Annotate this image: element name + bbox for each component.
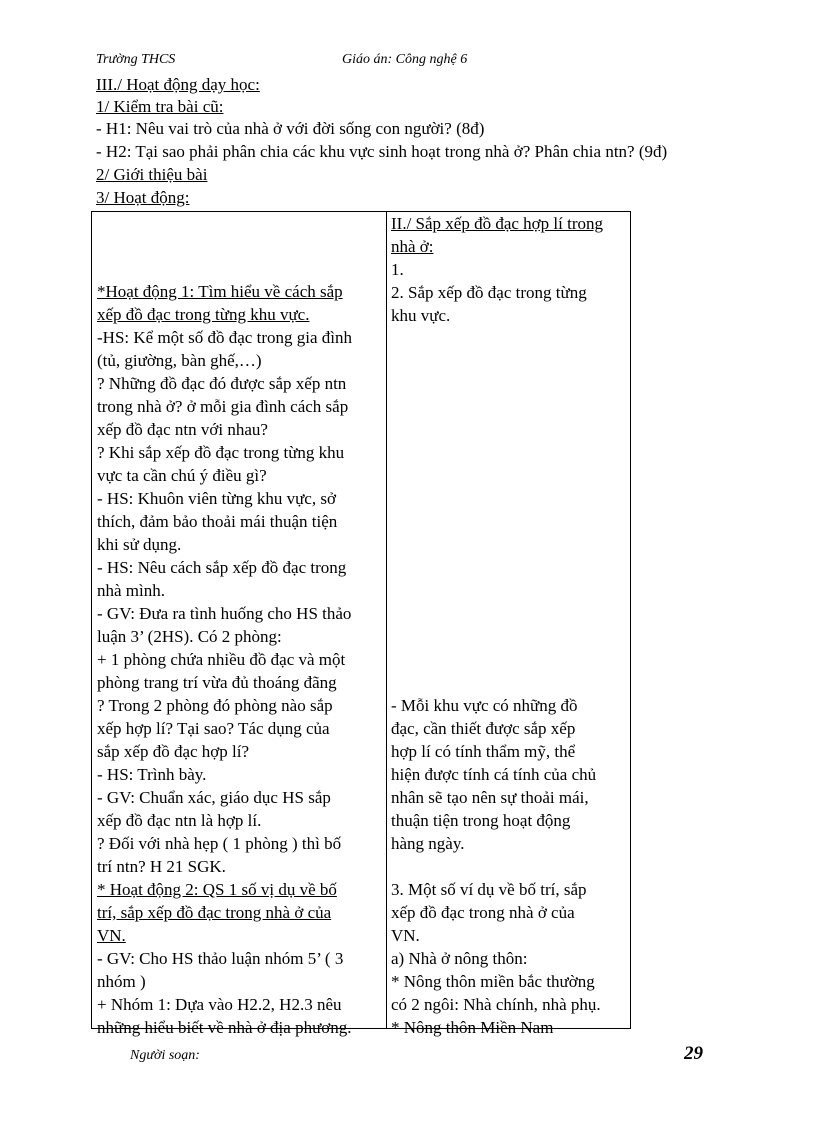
text-line: ? Đối với nhà hẹp ( 1 phòng ) thì bố xyxy=(97,834,342,853)
text-line: trong nhà ở? ở mỗi gia đình cách sắp xyxy=(97,397,349,416)
text-line: nhà mình. xyxy=(97,581,165,600)
text-line: thuận tiện trong hoạt động xyxy=(391,811,571,830)
header-school: Trường THCS xyxy=(96,52,176,67)
text-line: + 1 phòng chứa nhiều đồ đạc và một xyxy=(97,650,346,669)
heading-line: * Hoạt động 2: QS 1 số vị dụ về bố xyxy=(97,880,337,899)
text-line: trí ntn? H 21 SGK. xyxy=(97,857,226,876)
text-line: luận 3’ (2HS). Có 2 phòng: xyxy=(97,627,282,646)
text-line: - GV: Đưa ra tình huống cho HS thảo xyxy=(97,604,352,623)
part1-title: 1/ Kiểm tra bài cũ: xyxy=(96,97,224,116)
heading-line: xếp đồ đạc trong từng khu vực. xyxy=(97,305,310,324)
question-h1: - H1: Nêu vai trò của nhà ở với đời sống con người? (8đ) xyxy=(96,119,485,138)
summary-note xyxy=(391,694,627,855)
text-line: VN. xyxy=(391,926,420,945)
text-line: hàng ngày. xyxy=(391,834,465,853)
text-line: vực ta cần chú ý điều gì? xyxy=(97,466,267,485)
text-line: - Mỗi khu vực có những đồ xyxy=(391,696,578,715)
activity1-content xyxy=(97,326,379,878)
text-line: * Nông thôn Miền Nam xyxy=(391,1018,554,1037)
activity-table xyxy=(91,211,631,1037)
text-line: thích, đảm bảo thoải mái thuận tiện xyxy=(97,512,338,531)
activity1-heading xyxy=(97,280,379,326)
text-line: ? Trong 2 phòng đó phòng nào sắp xyxy=(97,696,333,715)
text-line: xếp đồ đạc ntn là hợp lí. xyxy=(97,811,262,830)
heading-line: nhà ở: xyxy=(391,237,434,256)
text-line: - GV: Chuẩn xác, giáo dục HS sắp xyxy=(97,788,331,807)
text-line: khu vực. xyxy=(391,306,451,325)
text-line: - HS: Nêu cách sắp xếp đồ đạc trong xyxy=(97,558,347,577)
text-line: + Nhóm 1: Dựa vào H2.2, H2.3 nêu xyxy=(97,995,342,1014)
activity2-content xyxy=(97,947,379,1039)
text-line: sắp xếp đồ đạc hợp lí? xyxy=(97,742,250,761)
item-1 xyxy=(391,258,627,281)
text-line: a) Nhà ở nông thôn: xyxy=(391,949,528,968)
text-line: xếp đồ đạc trong nhà ở của xyxy=(391,903,575,922)
header-subject: Giáo án: Công nghệ 6 xyxy=(342,52,468,67)
activity2-heading xyxy=(97,878,379,947)
footer-author-label: Người soạn: xyxy=(130,1048,200,1063)
item-3 xyxy=(391,878,627,1039)
text-line: - HS: Trình bày. xyxy=(97,765,207,784)
text-line: -HS: Kể một số đồ đạc trong gia đình xyxy=(97,328,352,347)
text-line: hiện được tính cá tính của chủ xyxy=(391,765,597,784)
text-line: xếp hợp lí? Tại sao? Tác dụng của xyxy=(97,719,330,738)
text-line: (tủ, giường, bàn ghế,…) xyxy=(97,351,262,370)
text-line: xếp đồ đạc ntn với nhau? xyxy=(97,420,268,439)
text-line: ? Khi sắp xếp đồ đạc trong từng khu xyxy=(97,443,345,462)
text-line: khi sử dụng. xyxy=(97,535,182,554)
heading-line: *Hoạt động 1: Tìm hiểu về cách sắp xyxy=(97,282,343,301)
text-line: hợp lí có tính thẩm mỹ, thể xyxy=(391,742,576,761)
item-2 xyxy=(391,281,627,327)
section-title: III./ Hoạt động dạy học: xyxy=(96,75,260,94)
text-line: ? Những đồ đạc đó được sắp xếp ntn xyxy=(97,374,347,393)
heading-line: trí, sắp xếp đồ đạc trong nhà ở của xyxy=(97,903,332,922)
part2-title: 2/ Giới thiệu bài xyxy=(96,165,208,184)
heading-line: VN. xyxy=(97,926,126,945)
text-line: có 2 ngôi: Nhà chính, nhà phụ. xyxy=(391,995,601,1014)
text-line: 3. Một số ví dụ về bố trí, sắp xyxy=(391,880,587,899)
text-line: những hiểu biết về nhà ở địa phương. xyxy=(97,1018,352,1037)
text-line: nhân sẽ tạo nên sự thoải mái, xyxy=(391,788,589,807)
text-line: 1. xyxy=(391,260,404,279)
text-line: - HS: Khuôn viên từng khu vực, sở xyxy=(97,489,336,508)
section-ii-heading xyxy=(391,212,627,258)
page-number: 29 xyxy=(684,1043,703,1064)
text-line: - GV: Cho HS thảo luận nhóm 5’ ( 3 xyxy=(97,949,344,968)
text-line: nhóm ) xyxy=(97,972,146,991)
column-divider xyxy=(386,212,387,1028)
text-line: phòng trang trí vừa đủ thoáng đãng xyxy=(97,673,337,692)
question-h2: - H2: Tại sao phải phân chia các khu vực sinh hoạt trong nhà ở? Phân chia ntn? (9đ) xyxy=(96,142,668,161)
text-line: * Nông thôn miền bắc thường xyxy=(391,972,595,991)
part3-title: 3/ Hoạt động: xyxy=(96,188,190,207)
text-line: đạc, cần thiết được sắp xếp xyxy=(391,719,576,738)
heading-line: II./ Sắp xếp đồ đạc hợp lí trong xyxy=(391,214,604,233)
text-line: 2. Sắp xếp đồ đạc trong từng xyxy=(391,283,587,302)
